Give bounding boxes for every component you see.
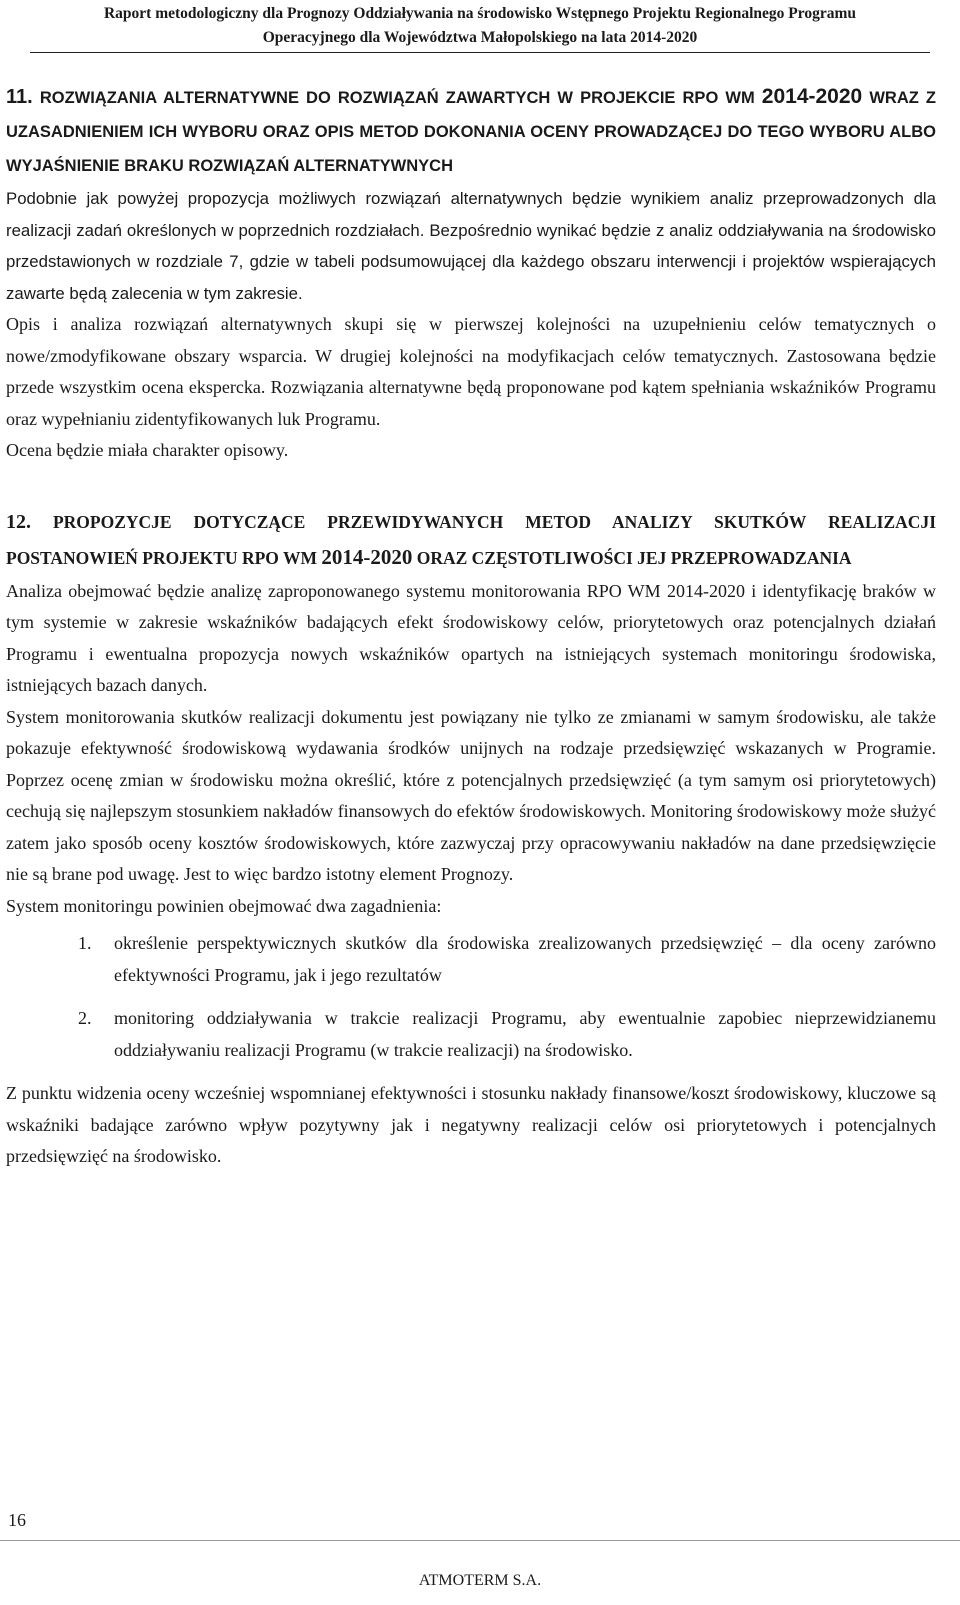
page-content [6, 80, 936, 1173]
section-11-title-part2: WRAZ Z UZASADNIENIEM ICH WYBORU ORAZ OPIS METOD DOKONANIA OCENY PROWADZĄCEJ DO TEGO WYBORU ALBO WYJAŚNIENIE BRAKU ROZWIĄZAŃ ALTERNATYWNYCH [6, 89, 937, 175]
list-item-number: 2. [78, 1008, 92, 1028]
footer-company: ATMOTERM S.A. [418, 1572, 542, 1589]
list-item-number: 1. [78, 933, 92, 953]
page-number: 16 [8, 1510, 26, 1530]
section-11-heading [6, 80, 936, 183]
section-11-paragraph-1: Podobnie jak powyżej propozycja możliwych rozwiązań alternatywnych będzie wynikiem analiz przeprowadzonych dla realizacji zadań określonych w poprzednich rozdziałach. Bezpośrednio wynikać będzie z analiz oddziaływania na środowisko przedstawionych w rozdziale 7, gdzie w tabeli podsumowującej dla każdego obszaru interwencji i projektów wspierających zawarte będą zalecenia w tym zakresie. [6, 189, 936, 303]
section-11-paragraph-2: Opis i analiza rozwiązań alternatywnych skupi się w pierwszej kolejności na uzupełnieniu celów tematycznych o nowe/zmodyfikowane obszary wsparcia. W drugiej kolejności na modyfikacjach celów tematycznych. Zastosowana będzie przede wszystkim ocena ekspercka. Rozwiązania alternatywne będą proponowane pod kątem spełniania wskaźników Programu oraz wypełnianiu zidentyfikowanych luk Programu. [6, 314, 936, 429]
section-11-number: 11. [6, 86, 33, 108]
section-12-number: 12. [6, 510, 31, 533]
list-item [6, 928, 936, 991]
section-12-closing-paragraph: Z punktu widzenia oceny wcześniej wspomnianej efektywności i stosunku nakłady finansowe/koszt środowiskowy, kluczowe są wskaźniki badające zarówno wpływ pozytywny jak i negatywny realizacji celów osi priorytetowych i potencjalnych przedsięwzięć na środowisko. [6, 1083, 936, 1166]
section-12-paragraph-1: Analiza obejmować będzie analizę zaproponowanego systemu monitorowania RPO WM 2014-2020 i identyfikację braków w tym systemie w zakresie wskaźników badających efekt środowiskowy celów, priorytetowych oraz potencjalnych działań Programu i ewentualna propozycja nowych wskaźników opartych na istniejących systemach monitoringu środowiska, istniejących bazach danych. [6, 580, 936, 695]
list-item [6, 1003, 936, 1066]
header-line-1: Raport metodologiczny dla Prognozy Oddziaływania na środowisko Wstępnego Projektu Regionalnego Programu [103, 5, 857, 22]
header-divider [30, 52, 930, 53]
section-11-title-years: 2014-2020 [761, 85, 863, 108]
section-11-paragraph-3: Ocena będzie miała charakter opisowy. [6, 440, 289, 460]
running-header [0, 0, 960, 50]
list-item-text: określenie perspektywicznych skutków dla środowiska zrealizowanych przedsięwzięć – dla oceny zarówno efektywności Programu, jak i jego rezultatów [114, 933, 936, 985]
section-11-title-part1: ROZWIĄZANIA ALTERNATYWNE DO ROZWIĄZAŃ ZAWARTYCH W PROJEKCIE RPO WM [39, 89, 755, 107]
section-12-title-part2: ORAZ CZĘSTOTLIWOŚCI JEJ PRZEPROWADZANIA [416, 547, 852, 568]
monitoring-list [6, 928, 936, 1066]
footer-divider [0, 1540, 960, 1541]
section-12-paragraph-2: System monitorowania skutków realizacji dokumentu jest powiązany nie tylko ze zmianami w samym środowisku, ale także pokazuje efektywność środowiskową wydawania środków unijnych na rodzaje przedsięwzięć wskazanych w Programie. Poprzez ocenę zmian w środowisku można określić, które z potencjalnych przedsięwzięć (a tym samym osi priorytetowych) cechują się najlepszym stosunkiem nakładów finansowych do efektów środowiskowych. Monitoring środowiskowy może służyć zatem jako sposób oceny kosztów środowiskowych, które zazwyczaj przy opracowywaniu nakładów na dane przedsięwzięcie nie są brane pod uwagę. Jest to więc bardzo istotny element Prognozy. [6, 706, 936, 884]
header-line-2: Operacyjnego dla Województwa Małopolskiego na lata 2014-2020 [262, 29, 698, 46]
section-12-title-years: 2014-2020 [321, 544, 413, 569]
section-12-paragraph-3: System monitoringu powinien obejmować dwa zagadnienia: [6, 895, 442, 916]
section-12-heading [6, 505, 936, 576]
section-12-title-part1: PROPOZYCJE DOTYCZĄCE PRZEWIDYWANYCH METOD ANALIZY SKUTKÓW REALIZACJI POSTANOWIEŃ PROJEKTU RPO WM [6, 511, 937, 568]
list-item-text: monitoring oddziaływania w trakcie realizacji Programu, aby ewentualnie zapobiec nieprzewidzianemu oddziaływaniu realizacji Programu (w trakcie realizacji) na środowisko. [114, 1008, 936, 1060]
